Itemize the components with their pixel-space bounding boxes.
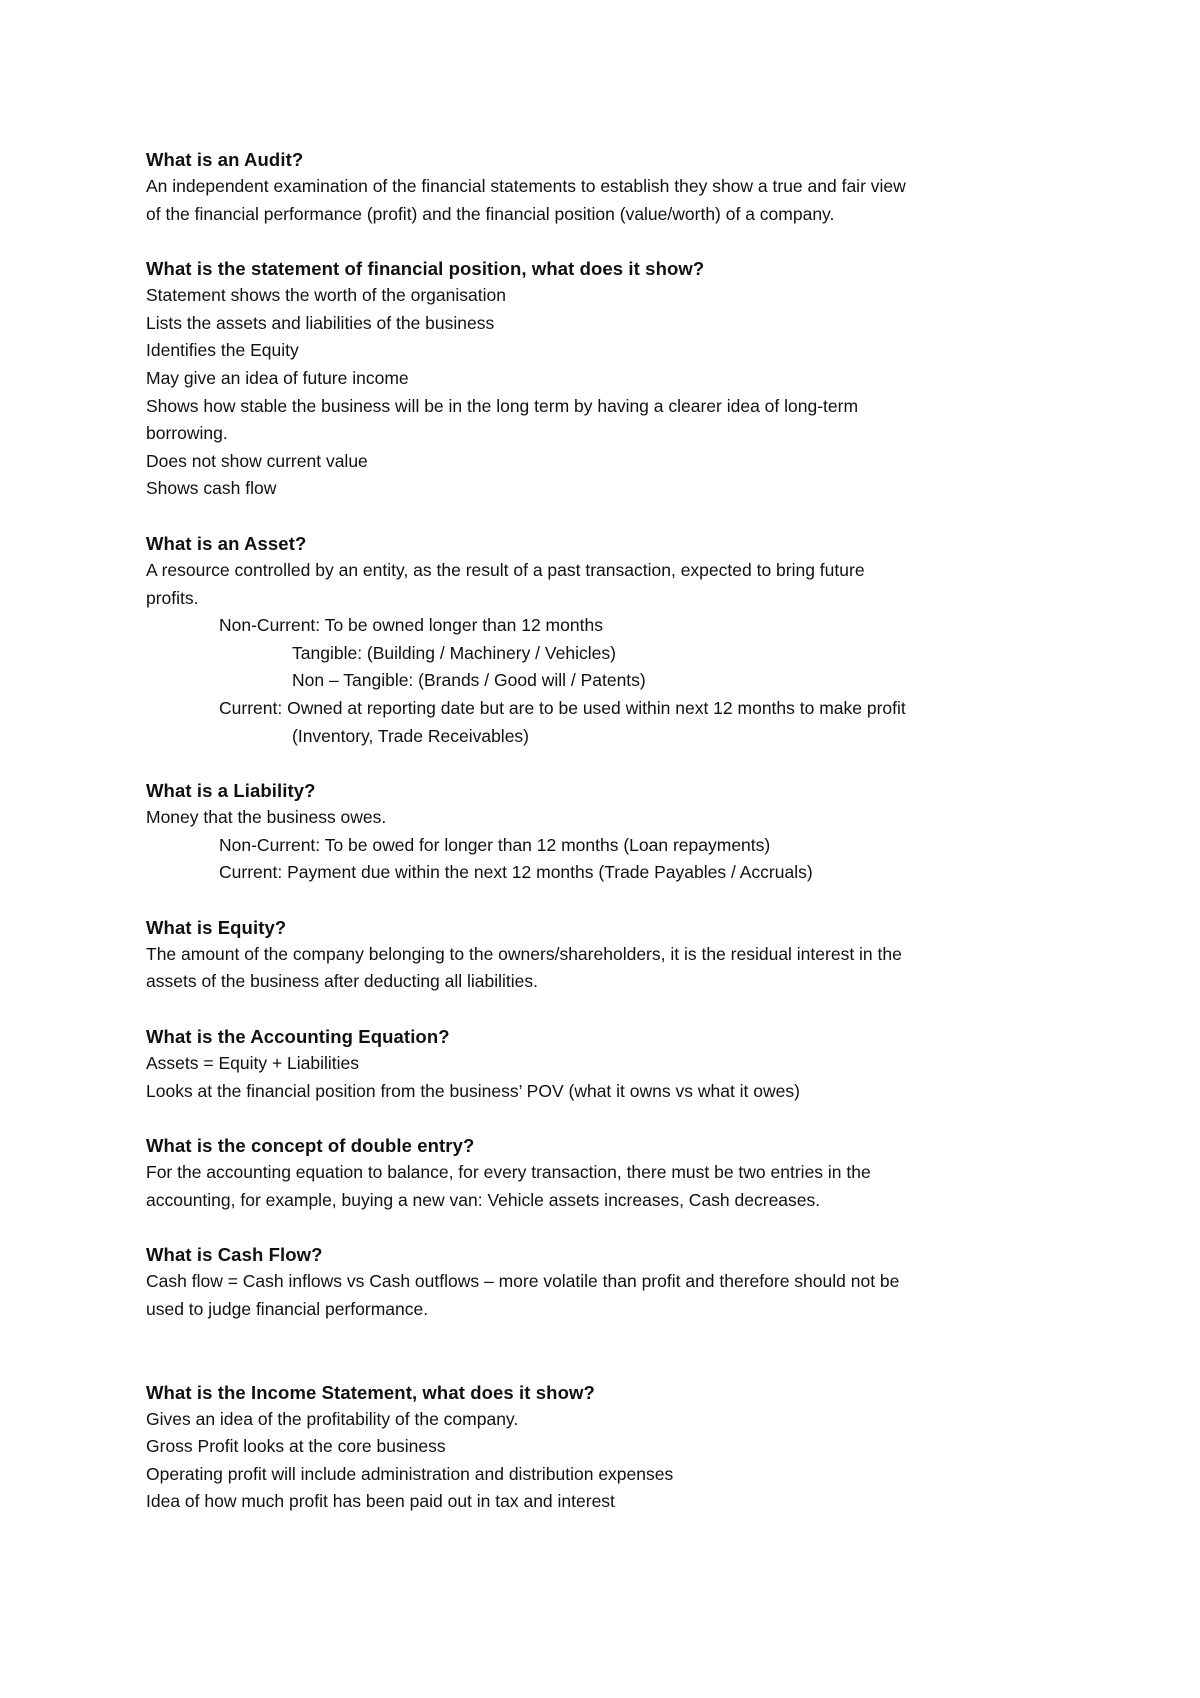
answer-line: Shows cash flow	[146, 478, 277, 499]
answer-line: of the financial performance (profit) and the financial position (value/worth) of a company.	[146, 203, 835, 224]
answer-line: Money that the business owes.	[146, 807, 387, 828]
answer-line: Identifies the Equity	[146, 340, 299, 361]
indented-line: Non-Current: To be owned longer than 12 months	[219, 615, 603, 636]
question-heading: What is an Asset?	[146, 532, 307, 554]
spacer	[146, 1214, 1066, 1241]
answer-line: An independent examination of the financial statements to establish they show a true and fair view	[146, 176, 906, 196]
answer-line: borrowing.	[146, 423, 228, 444]
section-liability	[146, 777, 1066, 887]
section-income-statement	[146, 1379, 1066, 1516]
indented-line: (Inventory, Trade Receivables)	[292, 725, 530, 746]
answer-line: A resource controlled by an entity, as the result of a past transaction, expected to bring future	[146, 559, 865, 580]
answer-line: For the accounting equation to balance, for every transaction, there must be two entries in the	[146, 1162, 871, 1183]
answer-line: Statement shows the worth of the organisation	[146, 285, 506, 306]
section-asset	[146, 530, 1066, 750]
section-cash-flow	[146, 1241, 1066, 1323]
spacer	[146, 887, 1066, 914]
answer-line: accounting, for example, buying a new van: Vehicle assets increases, Cash decreases.	[146, 1189, 821, 1210]
spacer	[146, 228, 1066, 255]
question-heading: What is the statement of financial position, what does it show?	[146, 258, 705, 280]
spacer	[146, 503, 1066, 530]
answer-line: Looks at the financial position from the business’ POV (what it owns vs what it owes)	[146, 1080, 800, 1101]
section-audit	[146, 146, 1066, 228]
answer-line: Lists the assets and liabilities of the business	[146, 312, 495, 333]
question-heading: What is a Liability?	[146, 780, 316, 802]
document-page	[146, 146, 1066, 1516]
spacer	[146, 1324, 1066, 1379]
spacer	[146, 996, 1066, 1023]
question-heading: What is the concept of double entry?	[146, 1135, 475, 1157]
indented-line: Non-Current: To be owed for longer than 12 months (Loan repayments)	[219, 834, 771, 855]
answer-line: May give an idea of future income	[146, 367, 409, 388]
spacer	[146, 750, 1066, 777]
answer-line: Gives an idea of the profitability of the company.	[146, 1408, 519, 1429]
answer-line: Shows how stable the business will be in the long term by having a clearer idea of long-term	[146, 395, 859, 416]
question-heading: What is the Accounting Equation?	[146, 1026, 450, 1048]
section-double-entry	[146, 1132, 1066, 1214]
indented-line: Non – Tangible: (Brands / Good will / Patents)	[292, 670, 646, 691]
indented-line: Current: Owned at reporting date but are to be used within next 12 months to make profit	[219, 697, 906, 718]
answer-line: The amount of the company belonging to the owners/shareholders, it is the residual interest in the	[146, 943, 902, 964]
question-heading: What is Equity?	[146, 916, 287, 938]
answer-line: assets of the business after deducting all liabilities.	[146, 971, 539, 992]
answer-line: Idea of how much profit has been paid out in tax and interest	[146, 1491, 615, 1512]
answer-line: Does not show current value	[146, 450, 368, 471]
question-heading: What is Cash Flow?	[146, 1244, 323, 1266]
spacer	[146, 1105, 1066, 1132]
indented-line: Tangible: (Building / Machinery / Vehicles)	[292, 642, 616, 663]
answer-line: Operating profit will include administration and distribution expenses	[146, 1463, 674, 1484]
indented-line: Current: Payment due within the next 12 months (Trade Payables / Accruals)	[219, 862, 813, 883]
section-equity	[146, 914, 1066, 996]
question-heading: What is an Audit?	[146, 149, 304, 170]
answer-line: Gross Profit looks at the core business	[146, 1436, 446, 1457]
answer-line: profits.	[146, 587, 199, 608]
answer-line: Cash flow = Cash inflows vs Cash outflows – more volatile than profit and therefore should not be	[146, 1271, 900, 1292]
section-accounting-equation	[146, 1023, 1066, 1105]
answer-line: used to judge financial performance.	[146, 1299, 429, 1320]
section-financial-position	[146, 255, 1066, 503]
question-heading: What is the Income Statement, what does it show?	[146, 1381, 595, 1403]
answer-line: Assets = Equity + Liabilities	[146, 1053, 360, 1074]
